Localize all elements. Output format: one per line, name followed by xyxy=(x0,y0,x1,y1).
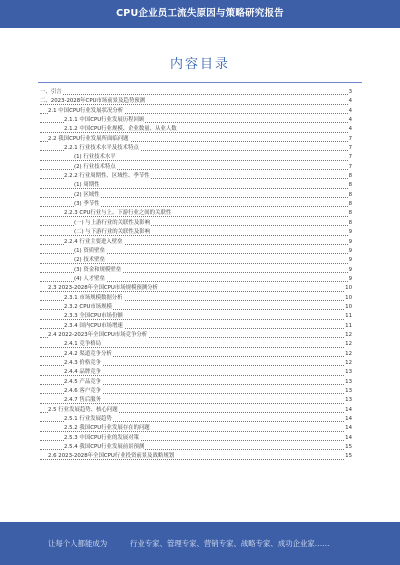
report-footer xyxy=(0,522,400,565)
toc-entry[interactable] xyxy=(40,266,352,275)
toc-entry-label: 2.5.2 我国CPU行业发展存在的问题 xyxy=(64,425,150,432)
toc-entry-page-number: 7 xyxy=(348,144,352,153)
toc-entry-label: 2.3.4 国内CPU市场增速 xyxy=(64,322,123,329)
toc-entry-page-number: 13 xyxy=(344,368,352,377)
toc-entry[interactable] xyxy=(40,144,352,153)
toc-entry[interactable] xyxy=(40,228,352,237)
toc-entry[interactable] xyxy=(40,406,352,415)
toc-entry-label: 2.4.4 品牌竞争 xyxy=(64,369,101,376)
toc-entry-page-number: 11 xyxy=(344,312,352,321)
toc-entry[interactable] xyxy=(40,434,352,443)
toc-entry-page-number: 8 xyxy=(348,191,352,200)
toc-entry-label: (2) 区域性 xyxy=(74,191,100,198)
toc-entry-label: 2.4.3 价格竞争 xyxy=(64,359,101,366)
toc-entry-page-number: 10 xyxy=(344,284,352,293)
toc-entry[interactable] xyxy=(40,275,352,284)
toc-entry[interactable] xyxy=(40,163,352,172)
toc-entry-page-number: 8 xyxy=(348,219,352,228)
toc-entry-page-number: 10 xyxy=(344,303,352,312)
toc-entry-page-number: 9 xyxy=(348,266,352,275)
toc-entry-page-number: 7 xyxy=(348,135,352,144)
toc-entry[interactable] xyxy=(40,284,352,293)
toc-entry-label: 2.5.1 行业发展趋势 xyxy=(64,416,112,423)
toc-entry-label: 2.4 2022-2023年全国CPU市场竞争分析 xyxy=(48,331,148,338)
toc-entry[interactable] xyxy=(40,181,352,190)
toc-entry[interactable] xyxy=(40,116,352,125)
toc-entry[interactable] xyxy=(40,340,352,349)
toc-entry[interactable] xyxy=(40,331,352,340)
toc-entry-page-number: 14 xyxy=(344,415,352,424)
toc-entry-label: 2.4.5 产品竞争 xyxy=(64,378,101,385)
toc-entry[interactable] xyxy=(40,303,352,312)
toc-entry-label: (一) 与上游行业的关联性及影响 xyxy=(74,219,150,226)
toc-entry-label: 2.2 我国CPU行业发展所面临问题 xyxy=(48,135,129,142)
footer-slogan-left: 让每个人都能成为 xyxy=(48,539,108,548)
toc-entry-label: 2.4.1 竞争格局 xyxy=(64,341,101,348)
toc-entry-label: 2.3 2023-2028年全国CPU市场规模预测分析 xyxy=(48,285,158,292)
toc-entry-page-number: 8 xyxy=(348,181,352,190)
toc-entry-page-number: 13 xyxy=(344,396,352,405)
toc-entry[interactable] xyxy=(40,97,352,106)
toc-entry-label: (1) 行业技术水平 xyxy=(74,154,116,161)
toc-entry-page-number: 3 xyxy=(348,88,352,97)
toc-entry[interactable] xyxy=(40,88,352,97)
toc-entry-label: 2.2.3 CPU行业与上、下游行业之间的关联性 xyxy=(64,210,172,217)
report-header xyxy=(0,0,400,28)
toc-entry-page-number: 9 xyxy=(348,238,352,247)
toc-entry-label: 2.1 中国CPU行业发展状况分析 xyxy=(48,107,124,114)
toc-entry-label: (二) 与下游行业的关联性及影响 xyxy=(74,229,150,236)
toc-entry-label: 2.2.1 行业技术水平及技术特点 xyxy=(64,145,139,152)
toc-entry[interactable] xyxy=(40,387,352,396)
toc-entry[interactable] xyxy=(40,153,352,162)
toc-entry-page-number: 4 xyxy=(348,107,352,116)
toc-entry-page-number: 12 xyxy=(344,359,352,368)
toc-entry[interactable] xyxy=(40,443,352,452)
toc-entry-label: 2.1.2 中国CPU行业规模、企业数量、从业人数 xyxy=(64,126,177,133)
toc-entry-label: 2.1.1 中国CPU行业发展历程回顾 xyxy=(64,117,145,124)
toc-entry-page-number: 4 xyxy=(348,125,352,134)
report-title: CPU企业员工流失原因与策略研究报告 xyxy=(116,8,284,19)
toc-entry-page-number: 9 xyxy=(348,247,352,256)
toc-entry[interactable] xyxy=(40,191,352,200)
table-of-contents xyxy=(40,88,352,462)
toc-entry[interactable] xyxy=(40,424,352,433)
toc-entry[interactable] xyxy=(40,350,352,359)
toc-entry[interactable] xyxy=(40,368,352,377)
toc-entry-label: (2) 技术壁垒 xyxy=(74,257,105,264)
toc-entry-page-number: 7 xyxy=(348,153,352,162)
toc-entry[interactable] xyxy=(40,256,352,265)
toc-entry-label: 2.4.6 客户竞争 xyxy=(64,388,101,394)
toc-entry-page-number: 12 xyxy=(344,350,352,359)
toc-entry-label: (2) 行业技术特点 xyxy=(74,163,116,170)
toc-entry[interactable] xyxy=(40,238,352,247)
toc-entry-label: 2.3.3 全国CPU市场份额 xyxy=(64,313,123,320)
toc-entry-page-number: 8 xyxy=(348,200,352,209)
toc-entry-page-number: 4 xyxy=(348,97,352,106)
toc-entry-page-number: 11 xyxy=(344,322,352,331)
toc-entry[interactable] xyxy=(40,219,352,228)
toc-entry[interactable] xyxy=(40,172,352,181)
toc-entry-page-number: 14 xyxy=(344,434,352,443)
toc-entry-label: (4) 人才壁垒 xyxy=(74,275,105,282)
toc-entry[interactable] xyxy=(40,247,352,256)
toc-entry-page-number: 10 xyxy=(344,294,352,303)
toc-entry-page-number: 14 xyxy=(344,406,352,415)
toc-entry[interactable] xyxy=(40,209,352,218)
toc-entry[interactable] xyxy=(40,415,352,424)
toc-entry[interactable] xyxy=(40,312,352,321)
toc-entry-label: 2.3.2 CPU市场规模 xyxy=(64,303,112,310)
toc-entry-page-number: 8 xyxy=(348,172,352,181)
toc-heading: 内容目录 xyxy=(169,57,230,72)
toc-entry-label: 2.4.2 渠道竞争分析 xyxy=(64,350,112,357)
toc-entry[interactable] xyxy=(40,125,352,134)
toc-entry-page-number: 9 xyxy=(348,256,352,265)
toc-dot-leader xyxy=(40,94,348,95)
toc-entry-page-number: 15 xyxy=(344,443,352,452)
toc-entry[interactable] xyxy=(40,294,352,303)
toc-entry[interactable] xyxy=(40,200,352,209)
toc-entry-label: 2.2.4 行业主要进入壁垒 xyxy=(64,238,123,245)
toc-entry-page-number: 4 xyxy=(348,116,352,125)
toc-entry-page-number: 8 xyxy=(348,209,352,218)
toc-entry-label: 2.3.1 市场规模数据分析 xyxy=(64,294,123,301)
toc-entry-page-number: 9 xyxy=(348,228,352,237)
toc-entry-label: 2.4.7 售后服务 xyxy=(64,397,101,404)
toc-entry-label: 2.5.4 我国CPU行业发展前景预测 xyxy=(64,444,145,451)
toc-entry-page-number: 12 xyxy=(344,340,352,349)
toc-entry[interactable] xyxy=(40,135,352,144)
toc-entry[interactable] xyxy=(40,322,352,331)
toc-entry-label: 2.6 2023-2028年全国CPU行业投资前景及战略规划 xyxy=(48,453,175,460)
toc-entry[interactable] xyxy=(40,452,352,461)
toc-entry-page-number: 9 xyxy=(348,275,352,284)
toc-entry-label: 2.5 行业发展趋势、核心问题 xyxy=(48,406,118,413)
toc-heading-divider xyxy=(38,82,362,83)
toc-entry-label: 二、2023-2028年CPU市场前景及趋势预测 xyxy=(40,98,146,105)
toc-entry[interactable] xyxy=(40,359,352,368)
footer-slogan-right: 行业专家、管理专家、营销专家、战略专家、成功企业家…… xyxy=(130,539,330,548)
toc-entry-label: (3) 资金和规模壁垒 xyxy=(74,266,122,273)
toc-entry[interactable] xyxy=(40,107,352,116)
toc-entry-page-number: 13 xyxy=(344,387,352,396)
toc-entry-page-number: 14 xyxy=(344,424,352,433)
toc-entry-label: (3) 季节性 xyxy=(74,201,100,208)
toc-entry-page-number: 13 xyxy=(344,378,352,387)
toc-entry-label: 2.5.3 中国CPU行业的发展对策 xyxy=(64,434,139,441)
toc-entry-page-number: 15 xyxy=(344,452,352,461)
toc-entry-label: 一、引言 xyxy=(40,89,62,95)
toc-entry-page-number: 7 xyxy=(348,163,352,172)
toc-entry-label: (1) 周期性 xyxy=(74,182,100,189)
toc-entry-page-number: 12 xyxy=(344,331,352,340)
toc-entry[interactable] xyxy=(40,378,352,387)
toc-entry-label: 2.2.2 行业周期性、区域性、季节性 xyxy=(64,173,150,180)
toc-entry-label: (1) 资质壁垒 xyxy=(74,247,105,254)
toc-entry[interactable] xyxy=(40,396,352,405)
